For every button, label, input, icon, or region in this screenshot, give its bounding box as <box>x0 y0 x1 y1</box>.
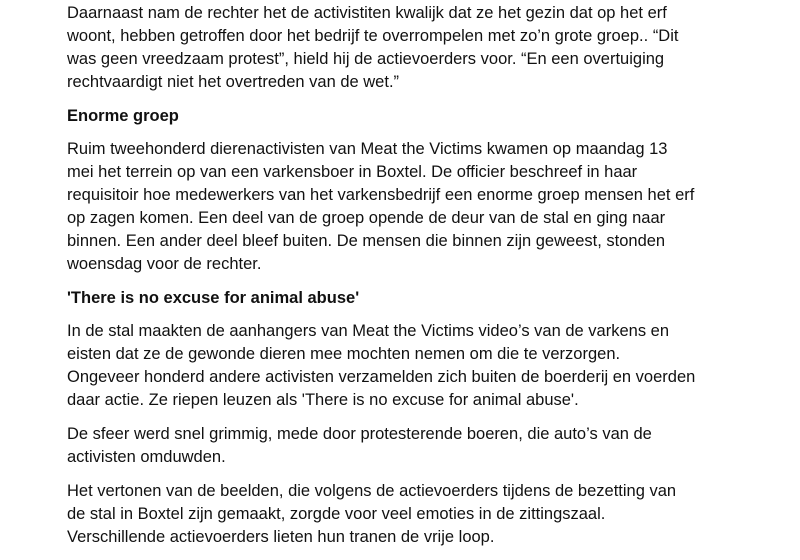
text-line: eisten dat ze de gewonde dieren mee mochten nemen om die te verzorgen. <box>67 345 621 363</box>
paragraph-1 <box>67 2 747 94</box>
text-line: woont, hebben getroffen door het bedrijf te overrompelen met zo’n grote groep.. “Dit <box>67 27 679 45</box>
text-line: was geen vreedzaam protest”, hield hij de actievoerders voor. “En een overtuiging <box>67 50 665 68</box>
paragraph-2 <box>67 138 747 276</box>
text-line: In de stal maakten de aanhangers van Meat the Victims video’s van de varkens en <box>67 322 670 340</box>
text-line: woensdag voor de rechter. <box>67 255 262 273</box>
paragraph-5 <box>67 480 747 549</box>
text-line: activisten omduwden. <box>67 448 226 466</box>
text-line: rechtvaardigt niet het overtreden van de wet.” <box>67 73 400 91</box>
text-line: Ongeveer honderd andere activisten verzamelden zich buiten de boerderij en voerden <box>67 368 696 386</box>
text-line: Het vertonen van de beelden, die volgens de actievoerders tijdens de bezetting van <box>67 482 677 500</box>
text-line: daar actie. Ze riepen leuzen als 'There is no excuse for animal abuse'. <box>67 391 579 409</box>
text-line: Daarnaast nam de rechter het de activistiten kwalijk dat ze het gezin dat op het erf <box>67 4 667 22</box>
text-line: mei het terrein op van een varkensboer in Boxtel. De officier beschreef in haar <box>67 163 638 181</box>
text-line: Ruim tweehonderd dierenactivisten van Meat the Victims kwamen op maandag 13 <box>67 140 668 158</box>
paragraph-3 <box>67 320 747 412</box>
text-line: De sfeer werd snel grimmig, mede door protesterende boeren, die auto’s van de <box>67 425 652 443</box>
article-body <box>67 2 747 560</box>
section-heading-enorme-groep: Enorme groep <box>67 107 179 125</box>
text-line: requisitoir hoe medewerkers van het varkensbedrijf een enorme groep mensen het erf <box>67 186 695 204</box>
section-heading-animal-abuse: 'There is no excuse for animal abuse' <box>67 289 360 307</box>
paragraph-4 <box>67 423 747 469</box>
text-line: binnen. Een ander deel bleef buiten. De mensen die binnen zijn geweest, stonden <box>67 232 666 250</box>
text-line: op zagen komen. Een deel van de groep opende de deur van de stal en ging naar <box>67 209 666 227</box>
text-line: de stal in Boxtel zijn gemaakt, zorgde voor veel emoties in de zittingszaal. <box>67 505 606 523</box>
text-line: Verschillende actievoerders lieten hun tranen de vrije loop. <box>67 528 495 546</box>
